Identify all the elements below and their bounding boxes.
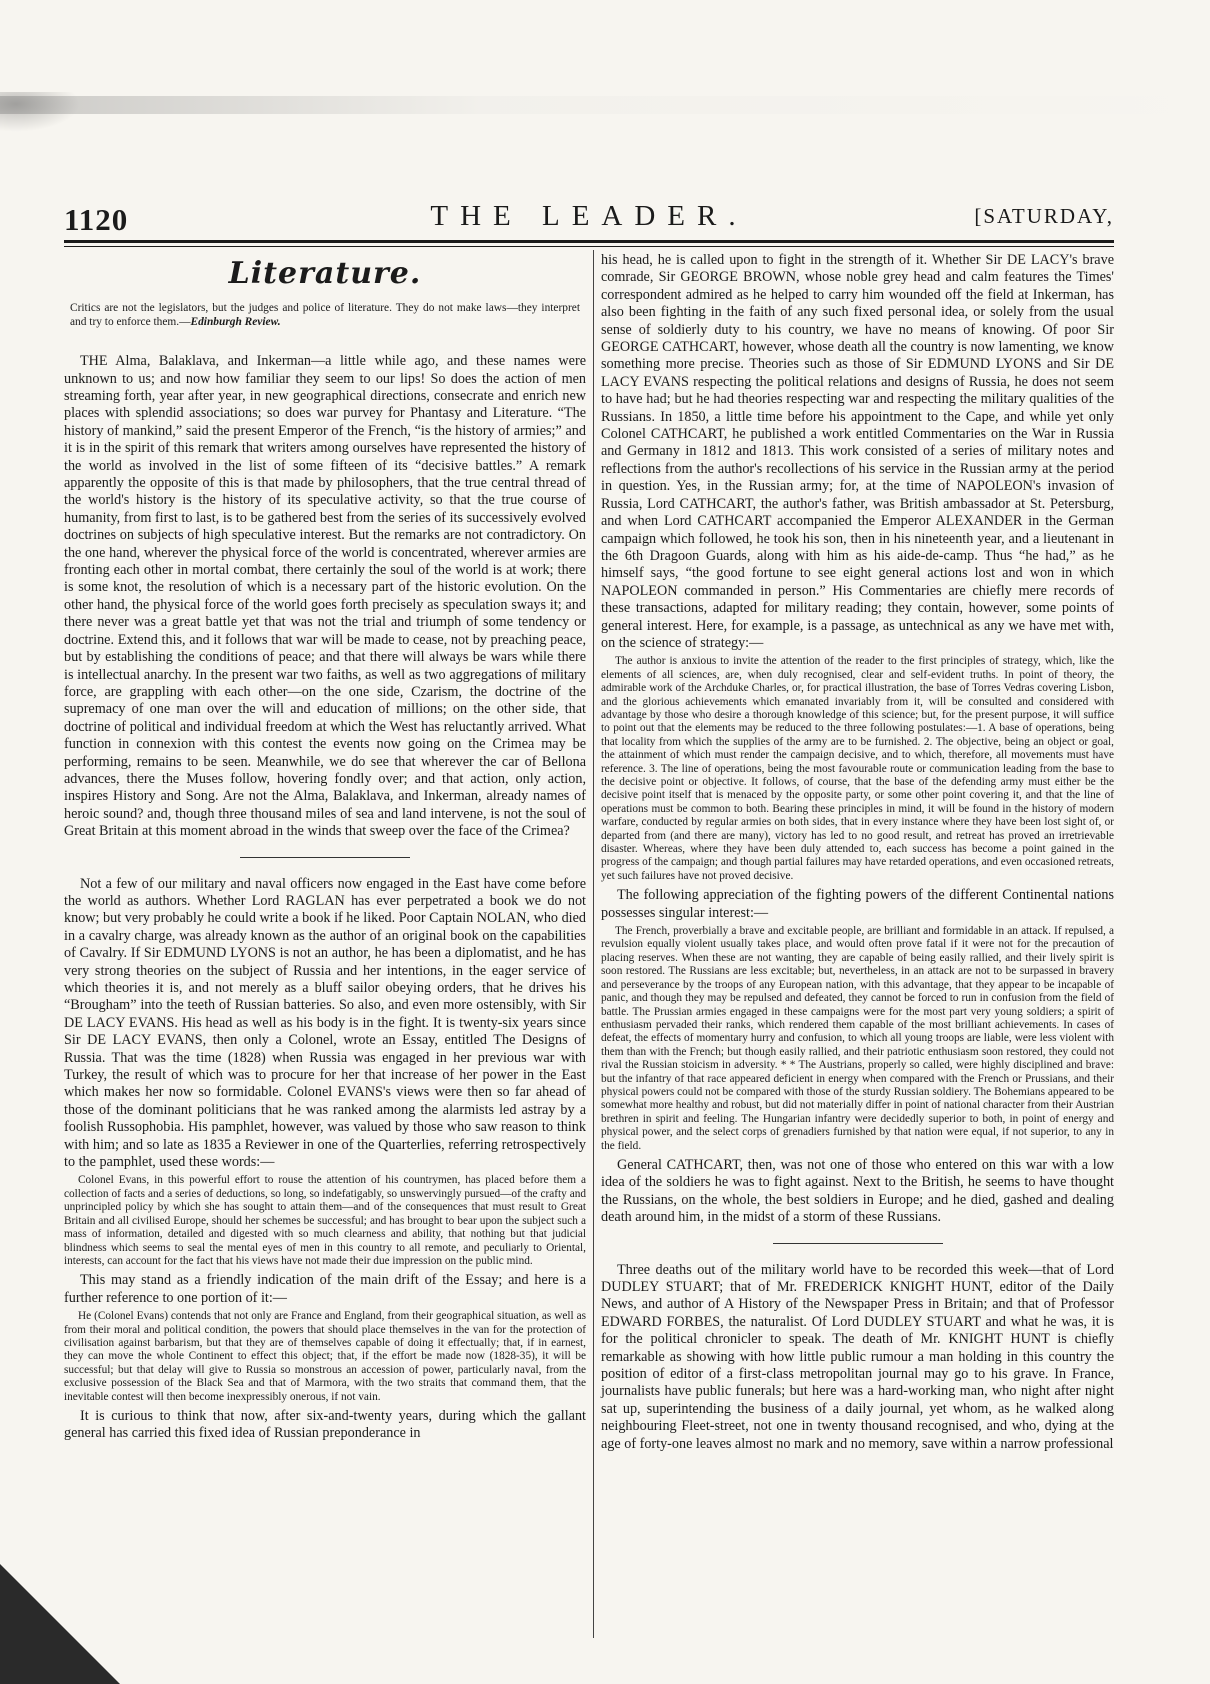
masthead-rule-thin bbox=[64, 246, 1114, 247]
article-paragraph: The following appreciation of the fighting powers of the different Continental nations possesses singular interest:— bbox=[601, 887, 1114, 921]
scan-stain bbox=[0, 92, 80, 132]
section-heading: Literature. bbox=[228, 256, 422, 291]
epigraph-text: Critics are not the legislators, but the judges and police of literature. They do not make laws—they interpret and try to enforce them.— bbox=[70, 302, 580, 328]
epigraph bbox=[70, 302, 580, 329]
block-quote bbox=[601, 925, 1114, 1153]
scan-artifact bbox=[0, 96, 1210, 114]
quote-text: The author is anxious to invite the attention of the reader to the first principles of strategy, which, like the elements of all sciences, are, when duly recognised, clear and self-evident truths. In point of theory, the admirable work of the Archduke Charles, or, for practical illustration, the base of Torres Vedras covering Lisbon, and the glorious achievements which emanated invariably from it, will be consulted and considered with advantage by those who desire a thorough knowledge of this science; but, for the present purpose, it will suffice to point out that the elements may be reduced to the three following postulates:—1. A base of operations, being that locality from which the supplies of the army are to be furnished. 2. The objective, being an object or goal, the attainment of which must render the campaign decisive, and to which, therefore, all movements must have reference. 3. The line of operations, being the most favourable route or communication leading from the base to the decisive point or objective. It follows, of course, that the base of the defending army must either be the decisive point itself that is menaced by the opposite party, or some other point covering it, and that the line of operations must be common to both. Bearing these principles in mind, it will be found in the history of modern warfare, conducted by regular armies on both sides, that in every instance where they have been lost sight of, or departed from (and there are many), victory has led to no good result, and retreat has proved an irretrievable disaster. Whereas, where they have been duly attended to, each success has become a point gained in the progress of the campaign; and though partial failures may have retarded operations, and even occasioned retreats, yet such failures have not proved decisive. bbox=[601, 655, 1114, 882]
article-paragraph: It is curious to think that now, after six-and-twenty years, during which the gallant general has carried this fixed idea of Russian preponderance in bbox=[64, 1407, 586, 1442]
column-divider bbox=[593, 250, 594, 1638]
issue-day: [SATURDAY, bbox=[974, 204, 1114, 228]
epigraph-source: Edinburgh Review. bbox=[190, 315, 281, 328]
article-paragraph: General CATHCART, then, was not one of those who entered on this war with a low idea of the soldiers he was to fight against. Next to the British, he seems to have thought the Russians, on the whole, the best soldiers in Europe; and he died, gashed and dealing death around him, in the midst of a storm of these Russians. bbox=[601, 1156, 1114, 1226]
block-quote bbox=[64, 1174, 586, 1268]
article-paragraph: Three deaths out of the military world have to be recorded this week—that of Lord DUDLEY STUART; that of Mr. FREDERICK KNIGHT HUNT, editor of the Daily News, and author of A History of the Newspaper Press in Britain; and that of Professor EDWARD FORBES, the naturalist. Of Lord DUDLEY STUART and what he was, it is for the political chronicler to speak. The death of Mr. KNIGHT HUNT is chiefly remarkable as showing with how little public rumour a man holding in this country the position of editor of a first-class metropolitan journal may go to his grave. In France, journalists have public funerals; but here was a hard-working man, who night after night sat up, superintending the business of a daily journal, yet whom, as he walked along neighbouring Fleet-street, not one in twenty thousand recognised, and who, dying at the age of forty-one leaves almost no mark and no memory, save within a narrow professional bbox=[601, 1261, 1114, 1452]
quote-text: Colonel Evans, in this powerful effort to rouse the attention of his countrymen, has placed before them a collection of facts and a series of deductions, so long, so indefatigably, so unswervingly pursued—of the crafty and unprincipled policy by which she has sought to attain them—and of the consequences that must result to Great Britain and all civilised Europe, should her schemes be successful; and has brought to bear upon the subject such a mass of information, detailed and digested with so much clearness and ability, that nothing but that judicial blindness which seems to seal the mental eyes of men in this country to all remote, and peculiarly to Oriental, interests, can account for the fact that his views have not made their due impression on the public mind. bbox=[64, 1174, 586, 1267]
block-quote bbox=[601, 655, 1114, 883]
block-quote bbox=[64, 1310, 586, 1404]
section-divider bbox=[773, 1243, 943, 1244]
article-paragraph: Not a few of our military and naval officers now engaged in the East have come before the world as authors. Whether Lord RAGLAN has ever perpetrated a book we do not know; but very probably he could write a book if he liked. Poor Captain NOLAN, who died in a cavalry charge, was already known as the author of an original book on the capabilities of Cavalry. If Sir EDMUND LYONS is not an author, he has been a diplomatist, and he has very strong theories on the subject of Russia and her intentions, in the eager service of which theories it is, and not merely as a bluff sailor obeying orders, that he drives his “Brougham” into the teeth of Russian batteries. So also, and even more ostensibly, with Sir DE LACY EVANS. His head as well as his body is in the fight. It is twenty-six years since Sir DE LACY EVANS, then only a Colonel, wrote an Essay, entitled The Designs of Russia. That was the time (1828) when Russia was engaged in her previous war with Turkey, the result of which was to procure for her that increase of her power in the East which makes her now so formidable. Colonel EVANS's views were then so far ahead of those of the dominant politicians that he was ranked among the alarmists led astray by a foolish Russophobia. His pamphlet, however, was valued by those who saw reason to think with him; and so late as 1835 a Reviewer in one of the Quarterlies, referring retrospectively to the pamphlet, used these words:— bbox=[64, 875, 586, 1171]
masthead bbox=[64, 198, 1114, 238]
right-column bbox=[601, 252, 1114, 1453]
newspaper-title: THE LEADER. bbox=[430, 200, 748, 232]
article-paragraph: his head, he is called upon to fight in the strength of it. Whether Sir DE LACY's brave comrade, Sir GEORGE BROWN, whose noble grey head and calm features the Times' correspondent admired as he helped to carry him wounded off the field at Inkerman, has also been fighting in the faith of any such fixed personal idea, or solely from the usual sense of soldierly duty to his country, we have no means of knowing. Of poor Sir GEORGE CATHCART, however, whose death all the country is now lamenting, we know something more precise. Theories such as those of Sir EDMUND LYONS and Sir DE LACY EVANS respecting the political relations and designs of Russia, he does not seem to have had; but he had theories respecting war and respecting the military qualities of the Russians. In 1850, a little time before his appointment to the Cape, and while yet only Colonel CATHCART, he published a work entitled Commentaries on the War in Russia and Germany in 1812 and 1813. This work consisted of a series of military notes and reflections from the author's recollections of his service in the Russian army at the period in question. Yes, in the Russian army; for, at the time of NAPOLEON's invasion of Russia, Lord CATHCART, the author's father, was British ambassador at St. Petersburg, and when Lord CATHCART accompanied the Emperor ALEXANDER in the German campaign which followed, he took his son, then in his nineteenth year, and a lieutenant in the 6th Dragoon Guards, along with him as his aide-de-camp. Thus “he had,” as he himself says, “the good fortune to see eight general actions lost and won in which NAPOLEON commanded in person.” His Commentaries are chiefly mere records of these transactions, adapted for military reading; they contain, however, some points of general interest. Here, for example, is a passage, as untechnical as any we have met with, on the science of strategy:— bbox=[601, 252, 1114, 651]
quote-text: He (Colonel Evans) contends that not only are France and England, from their geographical situation, as well as from their moral and political condition, the powers that should place themselves in the van for the protection of civilisation against barbarism, but that they are of themselves capable of doing it effectually; that, if in earnest, they can move the whole Continent to effect this object; that, if the effort be made now (1828-35), it will be successful; but that delay will give to Russia so monstrous an accession of power, particularly naval, from the exclusive possession of the Black Sea and that of Marmora, with the two straits that command them, that the inevitable contest will then become inexpressibly onerous, if not vain. bbox=[64, 1310, 586, 1403]
left-column bbox=[64, 252, 586, 1443]
page-number: 1120 bbox=[64, 202, 129, 237]
quote-text: The French, proverbially a brave and excitable people, are brilliant and formidable in an attack. If repulsed, a revulsion equally violent usually takes place, and would often prove fatal if it were not for the precaution of placing reserves. When these are not wanting, they are capable of being easily rallied, and their lively spirit is soon restored. The Russians are less excitable; but, nevertheless, in an attack are not to be surpassed in bravery and perseverance by the troops of any European nation, with this advantage, that they appear to be incapable of panic, and though they may be repulsed and defeated, they cannot be forced to run in confusion from the field of battle. The Prussian armies engaged in these campaigns were for the most part very young soldiers; a spirit of enthusiasm pervaded their ranks, which rendered them capable of the most brilliant achievements. In cases of defeat, the effects of momentary hurry and confusion, to which all young troops are liable, were less violent with them than with the French; but though easily rallied, and their patriotic enthusiasm soon restored, they could not rival the Russian stoicism in adversity. * * The Austrians, properly so called, were highly disciplined and brave: but the infantry of that race appeared deficient in energy when compared with the French or Prussians, and their physical powers could not be compared with those of the sturdy Russian soldiery. The Bohemians appeared to be somewhat more healthy and robust, but did not materially differ in point of national character from their Austrian brethren in spirit and feeling. The Hungarian infantry were decidedly superior to both, in point of energy and physical power, and the select corps of grenadiers furnished by that nation were equal, if not superior, to any in the field. bbox=[601, 925, 1114, 1152]
section-divider bbox=[240, 857, 410, 858]
article-paragraph: THE Alma, Balaklava, and Inkerman—a little while ago, and these names were unknown to us; and now how familiar they seem to our lips! So does the action of men streaming forth, year after year, in new geographical directions, consecrate and enrich new places with splendid associations; so does war purvey for Phantasy and Literature. “The history of mankind,” said the present Emperor of the French, “is the history of armies;” and it is in the spirit of this remark that writers among ourselves have represented the history of the world as involved in the list of some fifteen of its “decisive battles.” A remark apparently the opposite of this is that made by philosophers, that the true central thread of the world's history is the history of its speculative activity, so that the true course of humanity, from first to last, is to be gathered best from the series of its successively evolved doctrines on subjects of high speculative interest. But the remarks are not contradictory. On the one hand, wherever the physical force of the world is concentrated, wherever armies are fronting each other in mortal combat, there certainly the soul of the world is at work; there is some knot, the resolution of which is a necessary part of the historic evolution. On the other hand, the physical force of the world goes forth precisely as speculation sways it; and there never was a great battle yet that was not the trial and triumph of some tendency or doctrine. Extend this, and it follows that war will be made to cease, not by preaching peace, but by establishing the conditions of peace; and that there will always be wars while there is intellectual anarchy. In the present war two faiths, as well as two aggregations of military force, are grappling with each other—on the one side, Czarism, the doctrine of the supremacy of one man over the will and education of millions; on the other side, that doctrine of political and individual freedom at which the West has reluctantly arrived. What function in connexion with this contest the events now going on the Crimea may be performing, remains to be seen. Meanwhile, we do see that wherever the car of Bellona advances, there the Muses follow, hovering fondly over; and that action, only action, inspires History and Song. Are not the Alma, Balaklava, and Inkerman, already names of heroic sound? and, though three thousand miles of sea and land intervene, is not the soul of Great Britain at this moment abroad in the winds that sweep over the face of the Crimea? bbox=[64, 353, 586, 840]
scan-corner bbox=[0, 1564, 120, 1684]
masthead-rule bbox=[64, 240, 1114, 243]
article-paragraph: This may stand as a friendly indication of the main drift of the Essay; and here is a further reference to one portion of it:— bbox=[64, 1272, 586, 1306]
